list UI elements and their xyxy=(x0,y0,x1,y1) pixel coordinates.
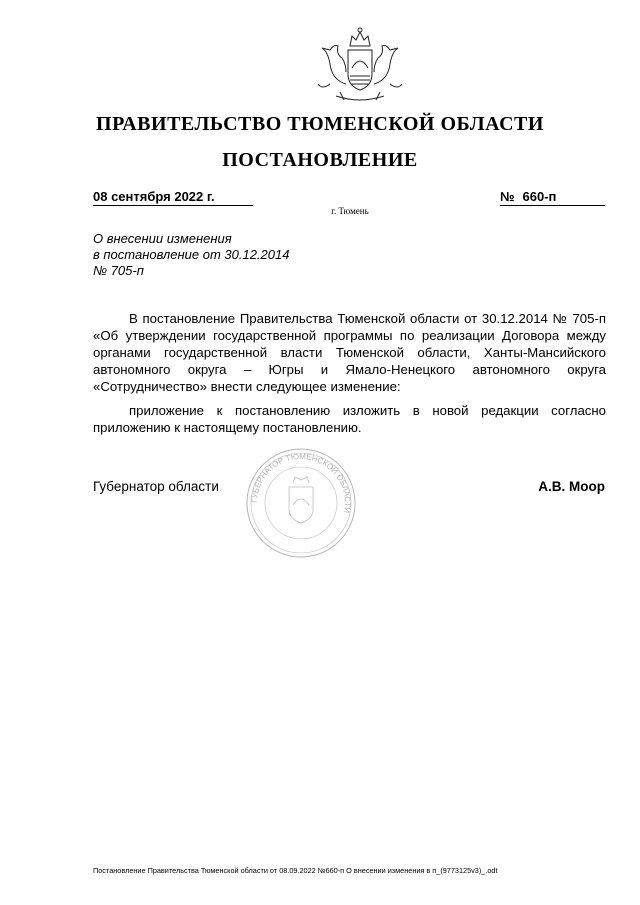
seal-text: ГУБЕРНАТОР ТЮМЕНСКОЙ ОБЛАСТИ xyxy=(249,451,353,514)
organization-title: ПРАВИТЕЛЬСТВО ТЮМЕНСКОЙ ОБЛАСТИ xyxy=(96,113,544,135)
document-number: 660-п xyxy=(522,189,557,204)
number-sign: № xyxy=(500,189,515,204)
subject-line: № 705-п xyxy=(93,263,144,278)
official-seal-icon xyxy=(245,447,357,559)
document-city: г. Тюмень xyxy=(331,206,369,216)
signatory-position: Губернатор области xyxy=(93,479,219,494)
document-number-field xyxy=(500,189,605,206)
body-paragraph: В постановление Правительства Тюменской области от 30.12.2014 № 705-п «Об утверждении государственной программы по реализации Договора между органами государственной власти Тюменской области, Ханты-Мансийского автономного округа – Югры и Ямало-Ненецкого автономного округа «Сотрудничество» внести следующее изменение: xyxy=(93,311,606,394)
document-type-title: ПОСТАНОВЛЕНИЕ xyxy=(222,149,418,171)
subject-line: О внесении изменения xyxy=(93,231,232,246)
subject-line: в постановление от 30.12.2014 xyxy=(93,247,290,262)
signatory-name: А.В. Моор xyxy=(538,479,605,494)
body-paragraph: приложение к постановлению изложить в новой редакции согласно приложению к настоящему постановлению. xyxy=(93,403,606,435)
coat-of-arms-icon xyxy=(312,24,408,108)
document-subject xyxy=(93,231,393,279)
document-footer: Постановление Правительства Тюменской области от 08.09.2022 №660-п О внесении изменения в п_(9773125v3)_.odt xyxy=(93,866,498,875)
document-body xyxy=(93,310,606,443)
document-date: 08 сентября 2022 г. xyxy=(93,189,253,206)
